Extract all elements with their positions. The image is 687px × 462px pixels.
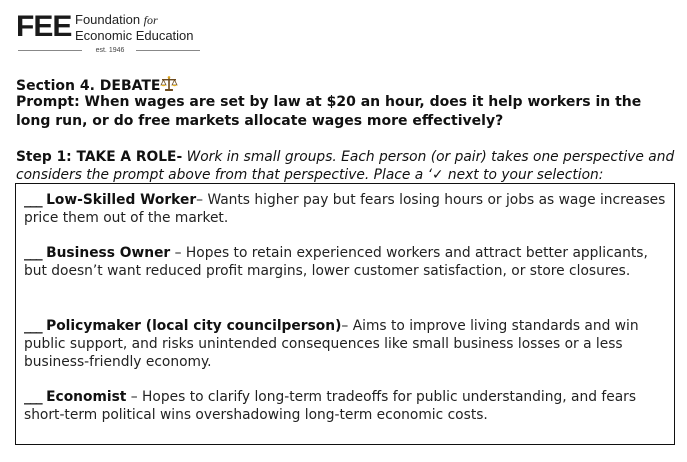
selection-blank[interactable]: ___ <box>24 318 42 334</box>
org-name-line-1 <box>75 12 194 28</box>
role-name: Policymaker (local city councilperson) <box>46 318 342 334</box>
role-option[interactable] <box>24 317 672 371</box>
divider-left <box>18 50 82 51</box>
selection-blank[interactable]: ___ <box>24 245 42 261</box>
divider-right <box>136 50 200 51</box>
step-1-label: Step 1: TAKE A ROLE- <box>16 149 183 165</box>
section-title-text: Section 4. DEBATE <box>16 78 161 94</box>
role-option[interactable] <box>24 191 672 227</box>
established-line <box>18 46 200 56</box>
step-1-text: Work in small groups. Each person (or pair) takes one perspective and considers the prompt above from that perspective. Place a ‘✓ next to your selection: <box>16 149 675 183</box>
role-option[interactable] <box>24 244 672 280</box>
role-option[interactable] <box>24 388 672 424</box>
fee-logo <box>16 10 216 54</box>
org-name-foundation: Foundation <box>75 12 144 27</box>
role-name: Economist <box>46 389 127 405</box>
balance-scale-icon <box>160 75 178 93</box>
role-name: Low-Skilled Worker <box>46 192 197 208</box>
fee-logo-mark: FEE <box>16 10 72 43</box>
roles-box <box>15 183 675 445</box>
role-description: – Hopes to retain experienced workers and attract better applicants, but doesn’t want reduced profit margins, lower customer satisfaction, or store closures. <box>24 245 648 279</box>
selection-blank[interactable]: ___ <box>24 192 42 208</box>
selection-blank[interactable]: ___ <box>24 389 42 405</box>
role-name: Business Owner <box>46 245 171 261</box>
role-description: – Wants higher pay but fears losing hours or jobs as wage increases price them out of the market. <box>24 192 666 226</box>
role-description: – Aims to improve living standards and win public support, and risks unintended consequences like small business losses or a less business-friendly economy. <box>24 318 639 370</box>
role-description: – Hopes to clarify long-term tradeoffs for public understanding, and fears short-term political wins overshadowing long-term economic costs. <box>24 389 637 423</box>
section-title <box>16 75 178 95</box>
org-name-for: for <box>143 13 158 27</box>
step-1-instructions <box>16 148 681 184</box>
established-year: est. 1946 <box>95 47 125 54</box>
org-name <box>75 12 194 43</box>
debate-prompt: Prompt: When wages are set by law at $20 an hour, does it help workers in the long run, or do free markets allocate wages more effectively? <box>16 94 642 129</box>
org-name-line-2: Economic Education <box>75 28 194 43</box>
